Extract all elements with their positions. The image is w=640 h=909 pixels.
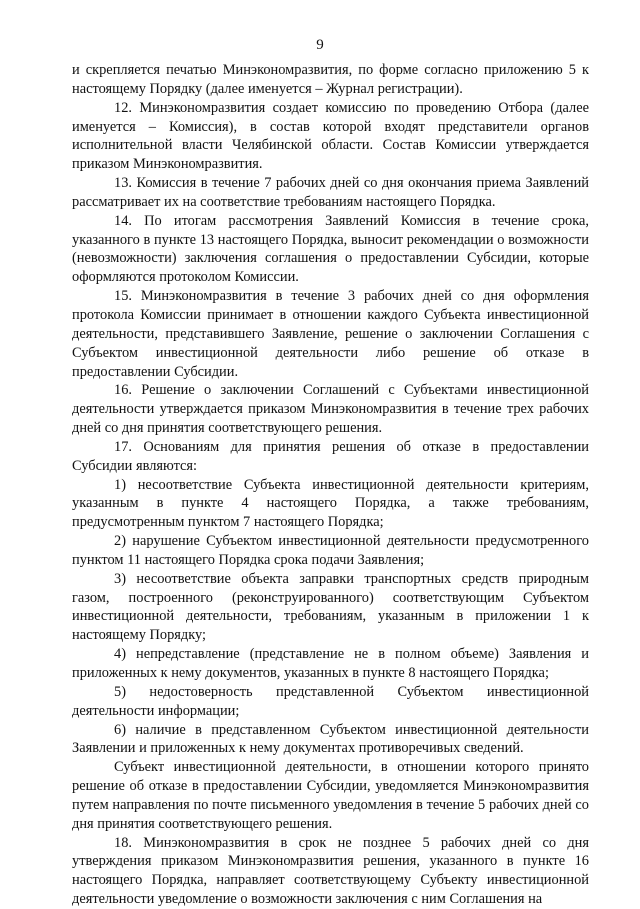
page-number: 9 — [316, 37, 324, 53]
list-item-17-5: 5) недостоверность представленной Субъектом инвестиционной деятельности информации; — [72, 683, 589, 719]
list-item-17-3: 3) несоответствие объекта заправки транспортных средств природным газом, построенного (реконструированного) соответствующим Субъектом инвестиционной деятельности, требованиям, указанным в приложении 1 к настоящему Порядку; — [72, 570, 589, 644]
list-item-17-6: 6) наличие в представленном Субъектом инвестиционной деятельности Заявлении и приложенных к нему документах противоречивых сведений. — [72, 721, 589, 757]
list-item-17-2: 2) нарушение Субъектом инвестиционной деятельности предусмотренного пунктом 11 настоящего Порядка срока подачи Заявления; — [72, 533, 589, 568]
paragraph-15: 15. Минэкономразвития в течение 3 рабочих дней со дня оформления протокола Комиссии принимает в отношении каждого Субъекта инвестиционной деятельности, представившего Заявление, решение о заключении Соглашения с Субъектом инвестиционной деятельности либо решение об отказе в предоставлении Субсидии. — [72, 288, 589, 380]
paragraph-continuation: и скрепляется печатью Минэкономразвития, по форме согласно приложению 5 к настоящему Порядку (далее именуется – Журнал регистрации). — [72, 62, 589, 97]
paragraph-18: 18. Минэкономразвития в срок не позднее 5 рабочих дней со дня утверждения приказом Минэкономразвития решения, указанного в пункте 16 настоящего Порядка, направляет соответствующему Субъекту инвестиционной деятельности уведомление о возможности заключения с ним Соглашения на — [72, 834, 589, 908]
paragraph-refusal-notice: Субъект инвестиционной деятельности, в отношении которого принято решение об отказе в предоставлении Субсидии, уведомляется Минэкономразвития путем направления по почте письменного уведомления в течение 5 рабочих дней со дня принятия соответствующего решения. — [72, 759, 589, 832]
document-body — [72, 61, 589, 909]
list-item-17-1: 1) несоответствие Субъекта инвестиционной деятельности критериям, указанным в пункте 4 настоящего Порядка, а также требованиям, предусмотренным пунктом 7 настоящего Порядка; — [72, 476, 589, 531]
paragraph-17: 17. Основаниям для принятия решения об отказе в предоставлении Субсидии являются: — [72, 438, 589, 474]
paragraph-14: 14. По итогам рассмотрения Заявлений Комиссия в течение срока, указанного в пункте 13 настоящего Порядка, выносит рекомендации о возможности (невозможности) заключения соглашения о предоставлении Субсидии, которые оформляются протоколом Комиссии. — [72, 212, 589, 286]
paragraph-13: 13. Комиссия в течение 7 рабочих дней со дня окончания приема Заявлений рассматривает их на соответствие требованиям настоящего Порядка. — [72, 175, 589, 210]
list-item-17-4: 4) непредставление (представление не в полном объеме) Заявления и приложенных к нему документов, указанных в пункте 8 настоящего Порядка; — [72, 646, 589, 681]
paragraph-12: 12. Минэкономразвития создает комиссию по проведению Отбора (далее именуется – Комиссия), в состав которой входят представители органов исполнительной власти Челябинской области. Состав Комиссии утверждается приказом Минэкономразвития. — [72, 99, 589, 173]
paragraph-16: 16. Решение о заключении Соглашений с Субъектами инвестиционной деятельности утверждается приказом Минэкономразвития в течение трех рабочих дней со дня принятия соответствующего решения. — [72, 382, 589, 437]
